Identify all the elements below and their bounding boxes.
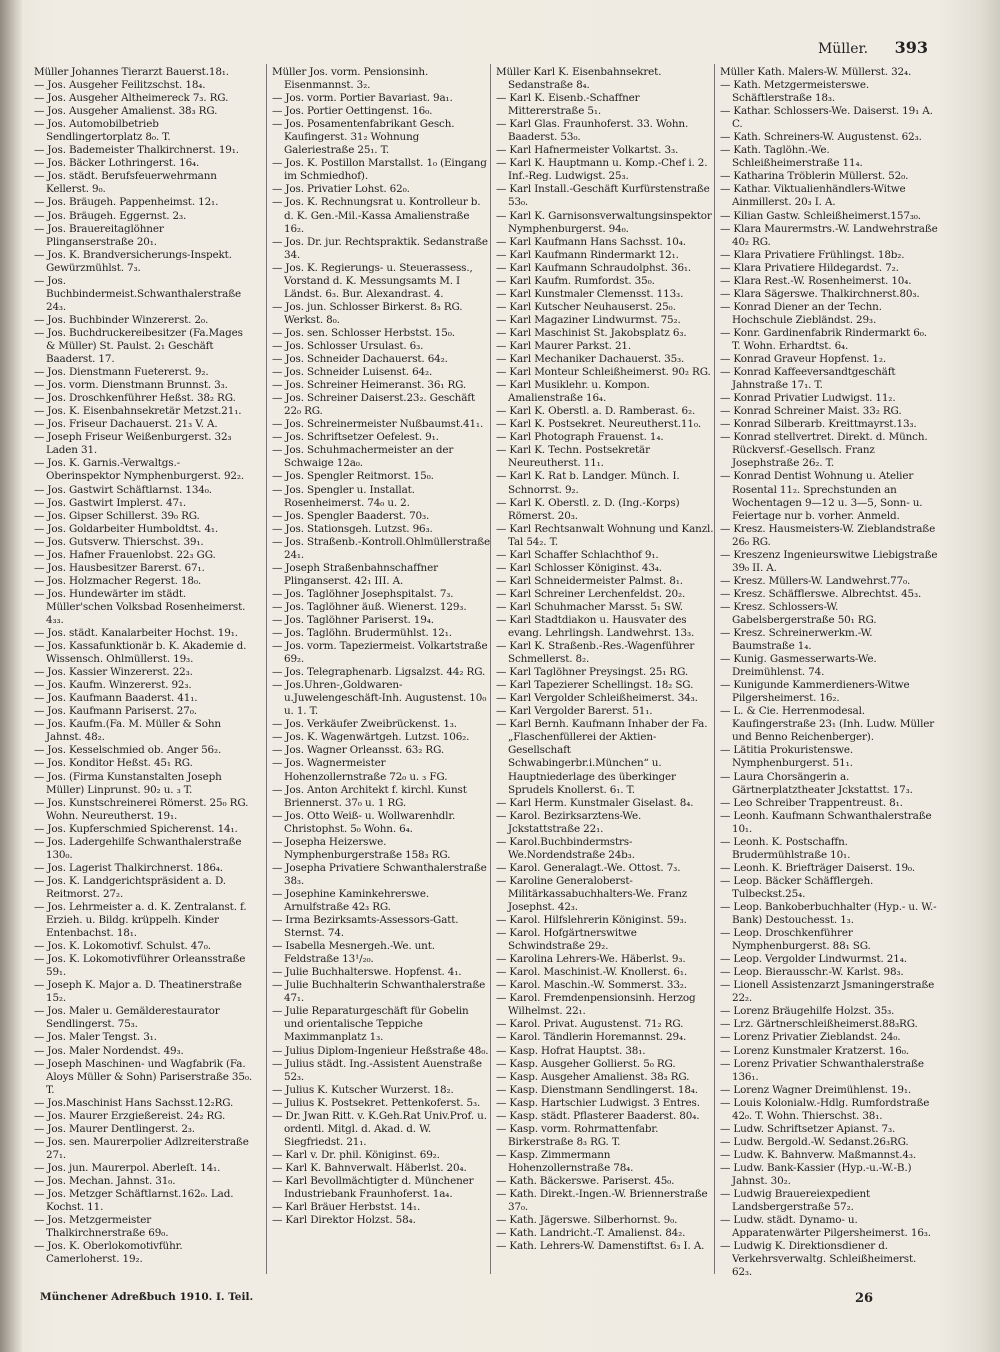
- directory-entry: — Klara Rest.-W. Rosenheimerst. 10₄.: [720, 274, 912, 287]
- directory-entry: — Jos. Privatier Lohst. 62₀.: [272, 183, 410, 196]
- directory-entry: — Jos. Dienstmann Fuetererst. 9₂.: [34, 366, 209, 379]
- directory-entry: — Kasp. Zimmermann Hohenzollernstraße 78₄.: [496, 1148, 634, 1174]
- directory-entry: — Jos. Hafner Frauenlobst. 22₃ GG.: [34, 548, 216, 561]
- directory-entry: — Jos. Lagerist Thalkirchnerst. 186₄.: [34, 861, 223, 874]
- directory-entry: — Karl Magaziner Lindwurmst. 75₂.: [496, 313, 681, 326]
- directory-entry: — Kasp. Hartschier Ludwigst. 3 Entres.: [496, 1096, 700, 1109]
- directory-entry: — Jos. Spengler u. Installat. Rosenheimerst. 74₀ u. 2.: [272, 483, 415, 509]
- directory-entry: — Karol.Buchbindermstrs-We.Nordendstraße 24b₃.: [496, 835, 635, 861]
- directory-entry: — Irma Bezirksamts-Assessors-Gatt. Sternst. 74.: [272, 914, 459, 940]
- directory-entry: — Kath. Schreiners-W. Augustenst. 62₃.: [720, 131, 922, 144]
- directory-entry: — Jos. Kaufmann Pariserst. 27₀.: [34, 705, 197, 718]
- directory-entry: — Kasp. vorm. Rohrmattenfabr. Birkerstraße 8₃ RG. T.: [496, 1122, 659, 1148]
- book-title-footer: Münchener Adreßbuch 1910. I. Teil.: [40, 1291, 254, 1303]
- directory-entry: — Jos. Portier Oettingenst. 16₀.: [272, 105, 433, 118]
- directory-entry: — Jos. Friseur Dachauerst. 21₃ V. A.: [34, 418, 218, 431]
- directory-entry: — Jos. Maurer Erzgießereist. 24₂ RG.: [34, 1109, 226, 1122]
- directory-entry: Müller Karl K. Eisenbahnsekret. Sedanstraße 8₄.: [496, 66, 662, 92]
- directory-entry: — Julie Buchhalterin Schwanthalerstraße 47₁.: [272, 979, 486, 1005]
- directory-entry: — Karl Tapezierer Schellingst. 18₂ SG.: [496, 679, 694, 692]
- directory-entry: — Karl Musiklehr. u. Kompon. Amalienstraße 16₄.: [496, 379, 650, 405]
- directory-entry: — Ludwig K. Direktionsdiener d. Verkehrsverwaltg. Schleißheimerst. 62₃.: [720, 1240, 917, 1279]
- directory-entry: — Leop. Bierausschr.-W. Karlst. 98₃.: [720, 966, 904, 979]
- directory-entry: — Jos. Hausbesitzer Barerst. 67₁.: [34, 561, 205, 574]
- directory-entry: — Jos. K. Lokomotivführer Orleansstraße 59₁.: [34, 953, 246, 979]
- book-spine-shadow: [0, 0, 22, 1352]
- directory-entry: — Jos. Kesselschmied ob. Anger 56₂.: [34, 744, 222, 757]
- directory-entry: — Karl Kaufm. Rumfordst. 35₀.: [496, 274, 655, 287]
- directory-entry: — Kathar. Schlossers-We. Daiserst. 19₁ A. C.: [720, 105, 933, 131]
- directory-entry: — Kunigunde Kammerdieners-Witwe Pilgersheimerst. 16₂.: [720, 679, 910, 705]
- directory-entry: — Karl Glas. Fraunhoferst. 33. Wohn. Baaderst. 53₀.: [496, 118, 689, 144]
- directory-entry: — Jos. Maurer Dentlingerst. 2₃.: [34, 1122, 195, 1135]
- directory-entry: — Kreszenz Ingenieurswitwe Liebigstraße 39₀ II. A.: [720, 548, 938, 574]
- directory-entry: — Karol. Privat. Augustenst. 71₂ RG.: [496, 1018, 684, 1031]
- directory-entry: — Jos. Kassafunktionär b. K. Akademie d. Wissensch. Ohlmüllerst. 19₃.: [34, 640, 247, 666]
- directory-entry: — Joseph Straßenbahnschaffner Plinganserst. 42₁ III. A.: [272, 561, 438, 587]
- column-divider: [490, 64, 491, 1274]
- directory-entry: — Jos. Wagnermeister Hohenzollernstraße 72₀ u. ₃ FG.: [272, 757, 448, 783]
- directory-entry: — Jos. Taglöhner Pariserst. 19₄.: [272, 613, 434, 626]
- directory-entry: — Joseph Friseur Weißenburgerst. 32₃ Laden 31.: [34, 431, 232, 457]
- directory-entry: — Jos. Posamentenfabrikant Gesch. Kaufingerst. 31₂ Wohnung Galeriestraße 25₁. T.: [272, 118, 455, 157]
- directory-entry: — Karl Install.-Geschäft Kurfürstenstraße 53₀.: [496, 183, 710, 209]
- directory-entry: — Josephine Kaminkehrerswe. Arnulfstraße 42₃ RG.: [272, 887, 430, 913]
- directory-entry: — Karl Taglöhner Preysingst. 25₁ RG.: [496, 666, 689, 679]
- directory-entry: — Kasp. Ausgeher Amalienst. 38₃ RG.: [496, 1070, 690, 1083]
- directory-entry: — Jos. Bademeister Thalkirchnerst. 19₁.: [34, 144, 239, 157]
- directory-entry: — Jos. Kaufm. Winzererst. 92₃.: [34, 679, 192, 692]
- directory-entry: — Katharina Tröblerin Müllerst. 52₀.: [720, 170, 909, 183]
- directory-entry: — Jos. Bräugeh. Eggernst. 2₃.: [34, 209, 187, 222]
- directory-entry: — Karl Bernh. Kaufmann Inhaber der Fa. „Flaschenfüllerei der Aktien-Gesellschaft Schwabingerbr.i.München“ u. Hauptniederlage des überkinger Sprudels Knollerst. 6₁. T.: [496, 718, 708, 796]
- directory-entry: — Jos. vorm. Portier Bavariast. 9a₁.: [272, 92, 453, 105]
- directory-entry: — Lorenz Privatier Schwanthalerstraße 136₁.: [720, 1057, 924, 1083]
- directory-entry: — Klara Sägerswe. Thalkirchnerst.80₃.: [720, 287, 920, 300]
- directory-column-1: [34, 66, 252, 1266]
- directory-entry: — Konrad stellvertret. Direkt. d. Münch. Rückversf.-Gesellsch. Franz Josephstraße 26₂. T.: [720, 431, 928, 470]
- directory-entry: — Karl Kaufmann Hans Sachsst. 10₄.: [496, 235, 686, 248]
- directory-entry: — Karol. Hilfslehrerin Königinst. 59₃.: [496, 914, 687, 927]
- directory-entry: Müller Kath. Malers-W. Müllerst. 32₄.: [720, 66, 912, 78]
- directory-entry: — Karl K. Oberstl. a. D. Ramberast. 6₂.: [496, 405, 696, 418]
- directory-entry: — Karol. Fremdenpensionsinh. Herzog Wilhelmst. 22₁.: [496, 992, 696, 1018]
- directory-entry: — Jos. Schneider Dachauerst. 64₂.: [272, 353, 448, 366]
- directory-entry: — Karol. Tändlerin Horemannst. 29₄.: [496, 1031, 687, 1044]
- directory-entry: — Jos. Kaufm.(Fa. M. Müller & Sohn Jahnst. 48₂.: [34, 718, 221, 744]
- directory-column-4: [720, 66, 938, 1279]
- directory-entry: — Kath. Taglöhn.-We. Schleißheimerstraße 11₄.: [720, 144, 863, 170]
- directory-entry: — Kathar. Viktualienhändlers-Witwe Ainmillerst. 20₃ I. A.: [720, 183, 906, 209]
- directory-entry: — Jos. Ladergehilfe Schwanthalerstraße 130₀.: [34, 835, 242, 861]
- directory-entry: — Karl Kaufmann Schraudolphst. 36₁.: [496, 261, 692, 274]
- directory-entry: Müller Jos. vorm. Pensionsinh. Eisenmannst. 3₂.: [272, 66, 429, 92]
- directory-entry: — Karl Kunstmaler Clemensst. 113₃.: [496, 287, 684, 300]
- directory-entry: — Jos. Kupferschmied Spicherenst. 14₁.: [34, 822, 238, 835]
- directory-entry: — Ludw. Bergold.-W. Sedanst.26₃RG.: [720, 1135, 909, 1148]
- directory-entry: — Jos. Buchbindermeist.Schwanthalerstraße 24₃.: [34, 274, 241, 313]
- directory-entry: — Jos. Buchdruckereibesitzer (Fa.Mages & Müller) St. Paulst. 2₁ Geschäft Baaderst. 17.: [34, 326, 243, 366]
- directory-entry: — Jos. Verkäufer Zweibrückenst. 1₃.: [272, 718, 457, 731]
- directory-entry: — Karl K. Garnisonsverwaltungsinspektor Nymphenburgerst. 94₀.: [496, 209, 712, 235]
- directory-entry: — Ludw. Bank-Kassier (Hyp.-u.-W.-B.) Jahnst. 30₂.: [720, 1161, 912, 1187]
- directory-entry: — Joseph K. Major a. D. Theatinerstraße 15₂.: [34, 979, 242, 1005]
- directory-entry: — Jos. Maler Nordendst. 49₃.: [34, 1044, 184, 1057]
- directory-entry: — Kilian Gastw. Schleißheimerst.157₃₀.: [720, 209, 921, 222]
- directory-entry: — Jos. vorm. Dienstmann Brunnst. 3₃.: [34, 379, 228, 392]
- directory-entry: — Kresz. Müllers-W. Landwehrst.77₀.: [720, 574, 911, 587]
- directory-entry: — Jos. Schriftsetzer Oefelest. 9₁.: [272, 431, 439, 444]
- directory-entry: — Lorenz Kunstmaler Kratzerst. 16₀.: [720, 1044, 909, 1057]
- directory-entry: — Karl Stadtdiakon u. Hausvater des evang. Lehrlingsh. Landwehrst. 13₃.: [496, 613, 695, 640]
- directory-entry: — Kresz. Schlossers-W. Gabelsbergerstraße 50₁ RG.: [720, 600, 877, 626]
- directory-entry: — Jos. K. Eisenbahnsekretär Metzst.21₁.: [34, 405, 242, 418]
- directory-entry: — Jos. Hundewärter im städt. Müller'schen Volksbad Rosenheimerst. 4₃₃.: [34, 587, 246, 626]
- directory-entry: — Jos. sen. Maurerpolier Adlzreiterstraße 27₁.: [34, 1135, 249, 1161]
- column-divider: [266, 64, 267, 1274]
- directory-entry: — Jos. Schuhmachermeister an der Schwaige 12a₀.: [272, 444, 454, 470]
- directory-entry: — Laura Chorsängerin a. Gärtnerplatztheater Jckstattst. 17₃.: [720, 770, 913, 796]
- directory-entry: — Karol. Maschin.-W. Sommerst. 33₂.: [496, 979, 687, 992]
- directory-entry: — Konr. Gardinenfabrik Rindermarkt 6₀. T. Wohn. Erhardtst. 6₄.: [720, 326, 927, 352]
- directory-entry: — Julius städt. Ing.-Assistent Auenstraße 52₃.: [272, 1057, 482, 1083]
- directory-entry: — Kresz. Schäfflerswe. Albrechtst. 45₃.: [720, 587, 922, 600]
- directory-entry: — Josepha Heizerswe. Nymphenburgerstraße 158₃ RG.: [272, 835, 451, 861]
- directory-entry: — Konrad Privatier Ludwigst. 11₂.: [720, 392, 896, 405]
- directory-entry: — Konrad Graveur Hopfenst. 1₂.: [720, 353, 887, 366]
- directory-entry: — Karl Maurer Parkst. 21.: [496, 339, 632, 352]
- directory-entry: — Klara Privatiere Frühlingst. 18b₂.: [720, 248, 905, 261]
- directory-entry: — Julius Diplom-Ingenieur Heßstraße 48₀.: [272, 1044, 489, 1057]
- directory-entry: — Karl Bräuer Herbstst. 14₁.: [272, 1201, 421, 1214]
- directory-entry: — Karl Hafnermeister Volkartst. 3₃.: [496, 144, 679, 157]
- directory-entry: — Jos. Metzger Schäftlarnst.162₀. Lad. Kochst. 11.: [34, 1188, 234, 1214]
- directory-entry: — Karl Vergolder Schleißheimerst. 34₃.: [496, 692, 698, 705]
- directory-entry: — Jos. städt. Berufsfeuerwehrmann Kellerst. 9₀.: [34, 170, 217, 196]
- directory-entry: — Jos. Gastwirt Implerst. 47₁.: [34, 496, 187, 509]
- directory-entry: — Jos. Stationsgeh. Lutzst. 96₃.: [272, 522, 433, 535]
- directory-entry: — Jos. Goldarbeiter Humboldtst. 4₁.: [34, 522, 219, 535]
- directory-entry: — Leop. Vergolder Lindwurmst. 21₄.: [720, 953, 907, 966]
- directory-entry: — Karl K. Hauptmann u. Komp.-Chef i. 2. Inf.-Reg. Ludwigst. 25₃.: [496, 157, 708, 183]
- page-number: 393: [894, 38, 928, 57]
- directory-entry: — Karl Photograph Frauenst. 1₄.: [496, 431, 664, 444]
- directory-entry: — Karolina Lehrers-We. Häberlst. 9₃.: [496, 953, 686, 966]
- directory-entry: — Jos. vorm. Tapeziermeist. Volkartstraße 69₂.: [272, 640, 488, 666]
- directory-entry: — Karol. Maschinist.-W. Knollerst. 6₁.: [496, 966, 688, 979]
- directory-entry: — Karl Herm. Kunstmaler Giselast. 8₄.: [496, 796, 694, 809]
- directory-entry: — Jos. K. Rechnungsrat u. Kontrolleur b. d. K. Gen.-Mil.-Kassa Amalienstraße 16₂.: [272, 196, 481, 235]
- directory-entry: — Karl Bevollmächtigter d. Münchener Industriebank Fraunhoferst. 1a₄.: [272, 1174, 474, 1201]
- directory-entry: — Julius K. Postsekret. Pettenkoferst. 5₃.: [272, 1096, 481, 1109]
- directory-entry: — Kasp. Hofrat Hauptst. 38₁.: [496, 1044, 646, 1057]
- directory-entry: — Karl Vergolder Barerst. 51₁.: [496, 705, 653, 718]
- directory-entry: — Ludw. städt. Dynamo- u. Apparatenwärter Pilgersheimerst. 16₃.: [720, 1214, 931, 1240]
- directory-entry: — Kasp. städt. Pflasterer Baaderst. 80₄.: [496, 1109, 700, 1122]
- directory-entry: — Kunig. Gasmesserwarts-We. Dreimühlenst. 74.: [720, 653, 877, 679]
- directory-entry: — Jos. K. Garnis.-Verwaltgs.-Oberinspektor Nymphenburgerst. 92₂.: [34, 457, 245, 483]
- directory-entry: — Kath. Lehrers-W. Damenstiftst. 6₃ I. A.: [496, 1240, 705, 1253]
- directory-entry: — Karl K. Techn. Postsekretär Neureutherst. 11₁.: [496, 444, 650, 470]
- running-head: Müller.: [817, 41, 869, 57]
- directory-entry: — Jos. K. Lokomotivf. Schulst. 47₀.: [34, 940, 211, 953]
- directory-entry: — Karl Direktor Holzst. 58₄.: [272, 1214, 416, 1227]
- directory-entry: — Joseph Maschinen- und Wagfabrik (Fa. Aloys Müller & Sohn) Pariserstraße 35₀. T.: [34, 1057, 253, 1096]
- directory-entry: — Julie Buchhalterswe. Hopfenst. 4₁.: [272, 966, 462, 979]
- directory-entry: — Jos. K. Regierungs- u. Steuerassess., Vorstand d. K. Messungsamts M. I Ländst. 6₃. Bur. Alexandrast. 4.: [272, 261, 473, 300]
- directory-entry: — Jos. Anton Architekt f. kirchl. Kunst Briennerst. 37₀ u. 1 RG.: [272, 783, 467, 809]
- directory-entry: — Jos. Brauereitaglöhner Plinganserstraße 20₁.: [34, 222, 164, 248]
- directory-entry: — Julie Reparaturgeschäft für Gobelin und orientalische Teppiche Maximmanplatz 1₃.: [272, 1005, 469, 1044]
- directory-entry: — Klara Privatiere Hildegardst. 7₂.: [720, 261, 899, 274]
- directory-entry: — Leop. Droschkenführer Nymphenburgerst. 88₁ SG.: [720, 927, 871, 953]
- directory-entry: — Kath. Bäckerswe. Pariserst. 45₀.: [496, 1174, 675, 1187]
- directory-entry: — Jos. K. Wagenwärtgeh. Lutzst. 106₂.: [272, 731, 470, 744]
- directory-entry: — Karl Maschinist St. Jakobsplatz 6₃.: [496, 326, 687, 339]
- directory-entry: — Jos.Uhren-,Goldwaren- u.Juwelengeschäft-Inh. Augustenst. 10₀ u. 1. T.: [272, 679, 487, 718]
- directory-entry: — Jos. Kassier Winzererst. 22₃.: [34, 666, 193, 679]
- directory-entry: — Karl v. Dr. phil. Königinst. 69₂.: [272, 1148, 440, 1161]
- directory-entry: — Leonh. Kaufmann Schwanthalerstraße 10₁.: [720, 809, 932, 835]
- directory-entry: — Jos. Konditor Heßst. 45₁ RG.: [34, 757, 193, 770]
- directory-entry: — Jos. Gipser Schillerst. 39₀ RG.: [34, 509, 200, 522]
- directory-entry: — Jos. Taglöhner Josephspitalst. 7₃.: [272, 587, 454, 600]
- directory-entry: — Jos. Kunstschreinerei Römerst. 25₀ RG. Wohn. Neureutherst. 19₁.: [34, 796, 249, 822]
- directory-entry: — Konrad Diener an der Techn. Hochschule Ziebländst. 29₃.: [720, 300, 882, 326]
- directory-entry: — Jos. K. Oberlokomotivführ. Camerloherst. 19₂.: [34, 1240, 183, 1266]
- directory-entry: — Jos. K. Postillon Marstallst. 1₀ (Eingang im Schmiedhof).: [272, 157, 487, 183]
- directory-entry: — Jos. Droschkenführer Heßst. 38₂ RG.: [34, 392, 236, 405]
- directory-entry: — Jos. Gutsverw. Thierschst. 39₁.: [34, 535, 204, 548]
- directory-entry: — Dr. Jwan Ritt. v. K.Geh.Rat Univ.Prof. u. ordentl. Mitgl. d. Akad. d. W. Siegfriedst. 21₁.: [272, 1109, 487, 1148]
- directory-entry: — Leop. Bäcker Schäfflergeh. Tulbeckst.25₄.: [720, 874, 874, 900]
- directory-entry: — Karl Schaffer Schlachthof 9₁.: [496, 548, 659, 561]
- directory-entry: — Karl Rechtsanwalt Wohnung und Kanzl. Tal 54₂. T.: [496, 522, 714, 548]
- directory-entry: — Karl K. Rat b. Landger. Münch. I. Schnorrst. 9₂.: [496, 470, 680, 496]
- directory-entry: — Jos. Spengler Baaderst. 70₃.: [272, 509, 430, 522]
- directory-entry: — Konrad Silberarb. Kreittmayrst.13₃.: [720, 418, 917, 431]
- directory-column-2: [272, 66, 490, 1227]
- directory-entry: — Leonh. K. Briefträger Daiserst. 19₀.: [720, 861, 916, 874]
- directory-entry: — Kath. Landricht.-T. Amalienst. 84₂.: [496, 1227, 686, 1240]
- directory-entry: — Jos. städt. Kanalarbeiter Hochst. 19₁.: [34, 627, 238, 640]
- directory-entry: — Karol. Generalagt.-We. Ottost. 7₃.: [496, 861, 681, 874]
- directory-entry: Müller Johannes Tierarzt Bauerst.18₁.: [34, 66, 229, 78]
- directory-entry: — Jos. Metzgermeister Thalkirchnerstraße 69₀.: [34, 1214, 169, 1240]
- directory-entry: — Kresz. Hausmeisters-W. Zieblandstraße 26₀ RG.: [720, 522, 936, 548]
- directory-entry: — Lorenz Wagner Dreimühlenst. 19₁.: [720, 1083, 912, 1096]
- directory-entry: — Kasp. Dienstmann Sendlingerst. 18₄.: [496, 1083, 698, 1096]
- directory-entry: — Jos. Ausgeher Feilitzschst. 18₄.: [34, 79, 206, 92]
- directory-entry: — Jos. Schreinermeister Nußbaumst.41₁.: [272, 418, 484, 431]
- directory-entry: — Karl K. Eisenb.-Schaffner Mittererstraße 5₁.: [496, 92, 640, 118]
- directory-entry: — Julius K. Kutscher Wurzerst. 18₂.: [272, 1083, 454, 1096]
- directory-entry: — Jos. Otto Weiß- u. Wollwarenhdlr. Christophst. 5₀ Wohn. 6₄.: [272, 809, 456, 835]
- directory-entry: — Jos. Dr. jur. Rechtspraktik. Sedanstraße 34.: [272, 235, 488, 261]
- directory-entry: — Jos. Maler Tengst. 3₁.: [34, 1031, 157, 1044]
- directory-entry: — L. & Cie. Herrenmodesal. Kaufingerstraße 23₁ (Inh. Ludw. Müller und Benno Reichenberger).: [720, 705, 935, 744]
- directory-entry: — Jos. (Firma Kunstanstalten Joseph Müller) Linprunst. 90₂ u. ₃ T.: [34, 770, 222, 796]
- directory-entry: — Jos. sen. Schlosser Herbstst. 15₀.: [272, 326, 455, 339]
- signature-mark: 26: [855, 1291, 874, 1306]
- directory-entry: — Karol. Hofgärtnerswitwe Schwindstraße 29₂.: [496, 927, 637, 953]
- directory-entry: — Leop. Bankoberbuchhalter (Hyp.- u. W.-Bank) Destouchesst. 1₃.: [720, 901, 937, 927]
- directory-entry: — Jos. Ausgeher Altheimereck 7₃. RG.: [34, 92, 229, 105]
- directory-entry: — Jos. Holzmacher Regerst. 18₀.: [34, 574, 202, 587]
- directory-entry: — Jos. K. Brandversicherungs-Inspekt. Gewürzmühlst. 7₃.: [34, 248, 232, 274]
- directory-entry: — Lrz. Gärtnerschleißheimerst.88₃RG.: [720, 1018, 918, 1031]
- directory-entry: — Konrad Dentist Wohnung u. Atelier Rosental 11₂. Sprechstunden an Wochentagen 9—12 u. 3—5, Sonn- u. Feiertage nur b. vorher. Anmeld.: [720, 470, 923, 522]
- directory-entry: — Jos. Kaufmann Baaderst. 41₁.: [34, 692, 198, 705]
- directory-column-3: [496, 66, 714, 1253]
- directory-entry: — Karoline Generaloberst-Militärkassabuchhalters-We. Franz Josephst. 42₃.: [496, 874, 688, 913]
- directory-entry: — Konrad Schreiner Maist. 33₂ RG.: [720, 405, 902, 418]
- directory-entry: — Lorenz Privatier Zieblandst. 24₀.: [720, 1031, 901, 1044]
- directory-entry: — Kasp. Ausgeher Gollierst. 5₀ RG.: [496, 1057, 676, 1070]
- directory-entry: — Jos. Wagner Orleansst. 63₂ RG.: [272, 744, 445, 757]
- directory-entry: — Karl K. Straßenb.-Res.-Wagenführer Schmellerst. 8₂.: [496, 640, 695, 666]
- directory-entry: — Karl Schreiner Lerchenfeldst. 20₂.: [496, 587, 686, 600]
- directory-entry: — Karl Kutscher Neuhauserst. 25₀.: [496, 300, 676, 313]
- directory-entry: — Jos. Schreiner Daiserst.23₂. Geschäft 22₀ RG.: [272, 392, 475, 418]
- directory-entry: — Jos. Bäcker Lothringerst. 16₄.: [34, 157, 200, 170]
- directory-entry: — Jos. Lehrmeister a. d. K. Zentralanst. f. Erzieh. u. Bildg. krüppelh. Kinder Entenbachst. 18₁.: [34, 901, 247, 940]
- directory-entry: — Jos. K. Landgerichtspräsident a. D. Reitmorst. 27₂.: [34, 874, 226, 900]
- directory-entry: — Kath. Jägerswe. Silberhornst. 9₀.: [496, 1214, 678, 1227]
- directory-entry: — Leonh. K. Postschaffn. Brudermühlstraße 10₁.: [720, 835, 851, 861]
- directory-entry: — Konrad Kaffeeversandtgeschäft Jahnstraße 17₁. T.: [720, 366, 896, 392]
- directory-entry: — Jos. Telegraphenarb. Ligsalzst. 44₂ RG.: [272, 666, 486, 679]
- directory-entry: — Karl Schneidermeister Palmst. 8₁.: [496, 574, 683, 587]
- directory-entry: — Lorenz Bräugehilfe Holzst. 35₃.: [720, 1005, 895, 1018]
- directory-entry: — Jos. Taglöhner äuß. Wienerst. 129₃.: [272, 600, 467, 613]
- directory-entry: — Kath. Metzgermeisterswe. Schäftlerstraße 18₃.: [720, 79, 870, 105]
- directory-entry: — Karl K. Postsekret. Neureutherst.11₀.: [496, 418, 701, 431]
- directory-entry: — Ludwig Brauereiexpedient Landsbergerstraße 57₂.: [720, 1188, 871, 1214]
- directory-entry: — Jos. Maler u. Gemälderestaurator Sendlingerst. 75₃.: [34, 1005, 220, 1031]
- directory-entry: — Jos. Gastwirt Schäftlarnst. 134₀.: [34, 483, 212, 496]
- directory-entry: — Karl Kaufmann Rindermarkt 12₁.: [496, 248, 679, 261]
- directory-entry: — Kresz. Schreinerwerkm.-W. Baumstraße 1₄.: [720, 627, 873, 653]
- directory-entry: — Jos. Straßenb.-Kontroll.Ohlmüllerstraße 24₁.: [272, 535, 490, 561]
- directory-entry: — Karl Schlosser Königinst. 43₄.: [496, 561, 662, 574]
- directory-entry: — Jos. Schneider Luisenst. 64₂.: [272, 366, 433, 379]
- directory-entry: — Klara Maurermstrs.-W. Landwehrstraße 40₂ RG.: [720, 222, 938, 248]
- directory-entry: — Josepha Privatiere Schwanthalerstraße 38₃.: [272, 861, 487, 887]
- column-divider: [714, 64, 715, 1274]
- directory-entry: — Ludw. Schriftsetzer Apianst. 7₃.: [720, 1122, 896, 1135]
- directory-entry: — Karl Mechaniker Dachauerst. 35₃.: [496, 353, 685, 366]
- directory-entry: — Jos. Spengler Reitmorst. 15₀.: [272, 470, 434, 483]
- directory-entry: — Karl Monteur Schleißheimerst. 90₂ RG.: [496, 366, 711, 379]
- directory-entry: — Jos. Automobilbetrieb Sendlingertorplatz 8₀. T.: [34, 118, 171, 144]
- directory-entry: — Kath. Direkt.-Ingen.-W. Briennerstraße 37₀.: [496, 1188, 708, 1214]
- directory-entry: — Louis Kolonialw.-Hdlg. Rumfordstraße 42₀. T. Wohn. Thierschst. 38₁.: [720, 1096, 930, 1122]
- page-header: [818, 38, 928, 57]
- directory-entry: — Jos. jun. Schlosser Birkerst. 8₃ RG. Werkst. 8₀.: [272, 300, 463, 326]
- directory-entry: — Karl K. Bahnverwalt. Häberlst. 20₄.: [272, 1161, 467, 1174]
- directory-entry: — Jos. jun. Maurerpol. Aberleſt. 14₁.: [34, 1161, 221, 1174]
- directory-entry: — Jos. Bräugeh. Pappenheimst. 12₁.: [34, 196, 219, 209]
- directory-entry: — Karol. Bezirksarztens-We. Jckstattstraße 22₁.: [496, 809, 642, 835]
- directory-entry: — Lionell Assistenzarzt Jsmaningerstraße 22₂.: [720, 979, 935, 1005]
- directory-entry: — Ludw. K. Bahnverw. Maßmannst.4₃.: [720, 1148, 917, 1161]
- directory-entry: — Jos. Mechan. Jahnst. 31₀.: [34, 1174, 176, 1187]
- directory-entry: — Jos. Taglöhn. Brudermühlst. 12₁.: [272, 627, 452, 640]
- directory-entry: — Jos. Ausgeher Amalienst. 38₃ RG.: [34, 105, 218, 118]
- directory-entry: — Jos. Schreiner Heimeranst. 36₁ RG.: [272, 379, 467, 392]
- directory-entry: — Karl Schuhmacher Marsst. 5₁ SW.: [496, 600, 683, 613]
- directory-entry: — Isabella Mesnergeh.-We. unt. Feldstraße 13¹/₂₀.: [272, 940, 435, 966]
- directory-entry: — Lätitia Prokuristenswe. Nymphenburgerst. 51₁.: [720, 744, 854, 770]
- directory-entry: — Jos. Buchbinder Winzererst. 2₀.: [34, 313, 209, 326]
- directory-entry: — Jos.Maschinist Hans Sachsst.12₂RG.: [34, 1096, 234, 1109]
- directory-entry: — Jos. Schlosser Ursulast. 6₃.: [272, 339, 424, 352]
- directory-entry: — Leo Schreiber Trappentreust. 8₁.: [720, 796, 903, 809]
- directory-entry: — Karl K. Oberstl. z. D. (Ing.-Korps) Römerst. 20₃.: [496, 496, 680, 522]
